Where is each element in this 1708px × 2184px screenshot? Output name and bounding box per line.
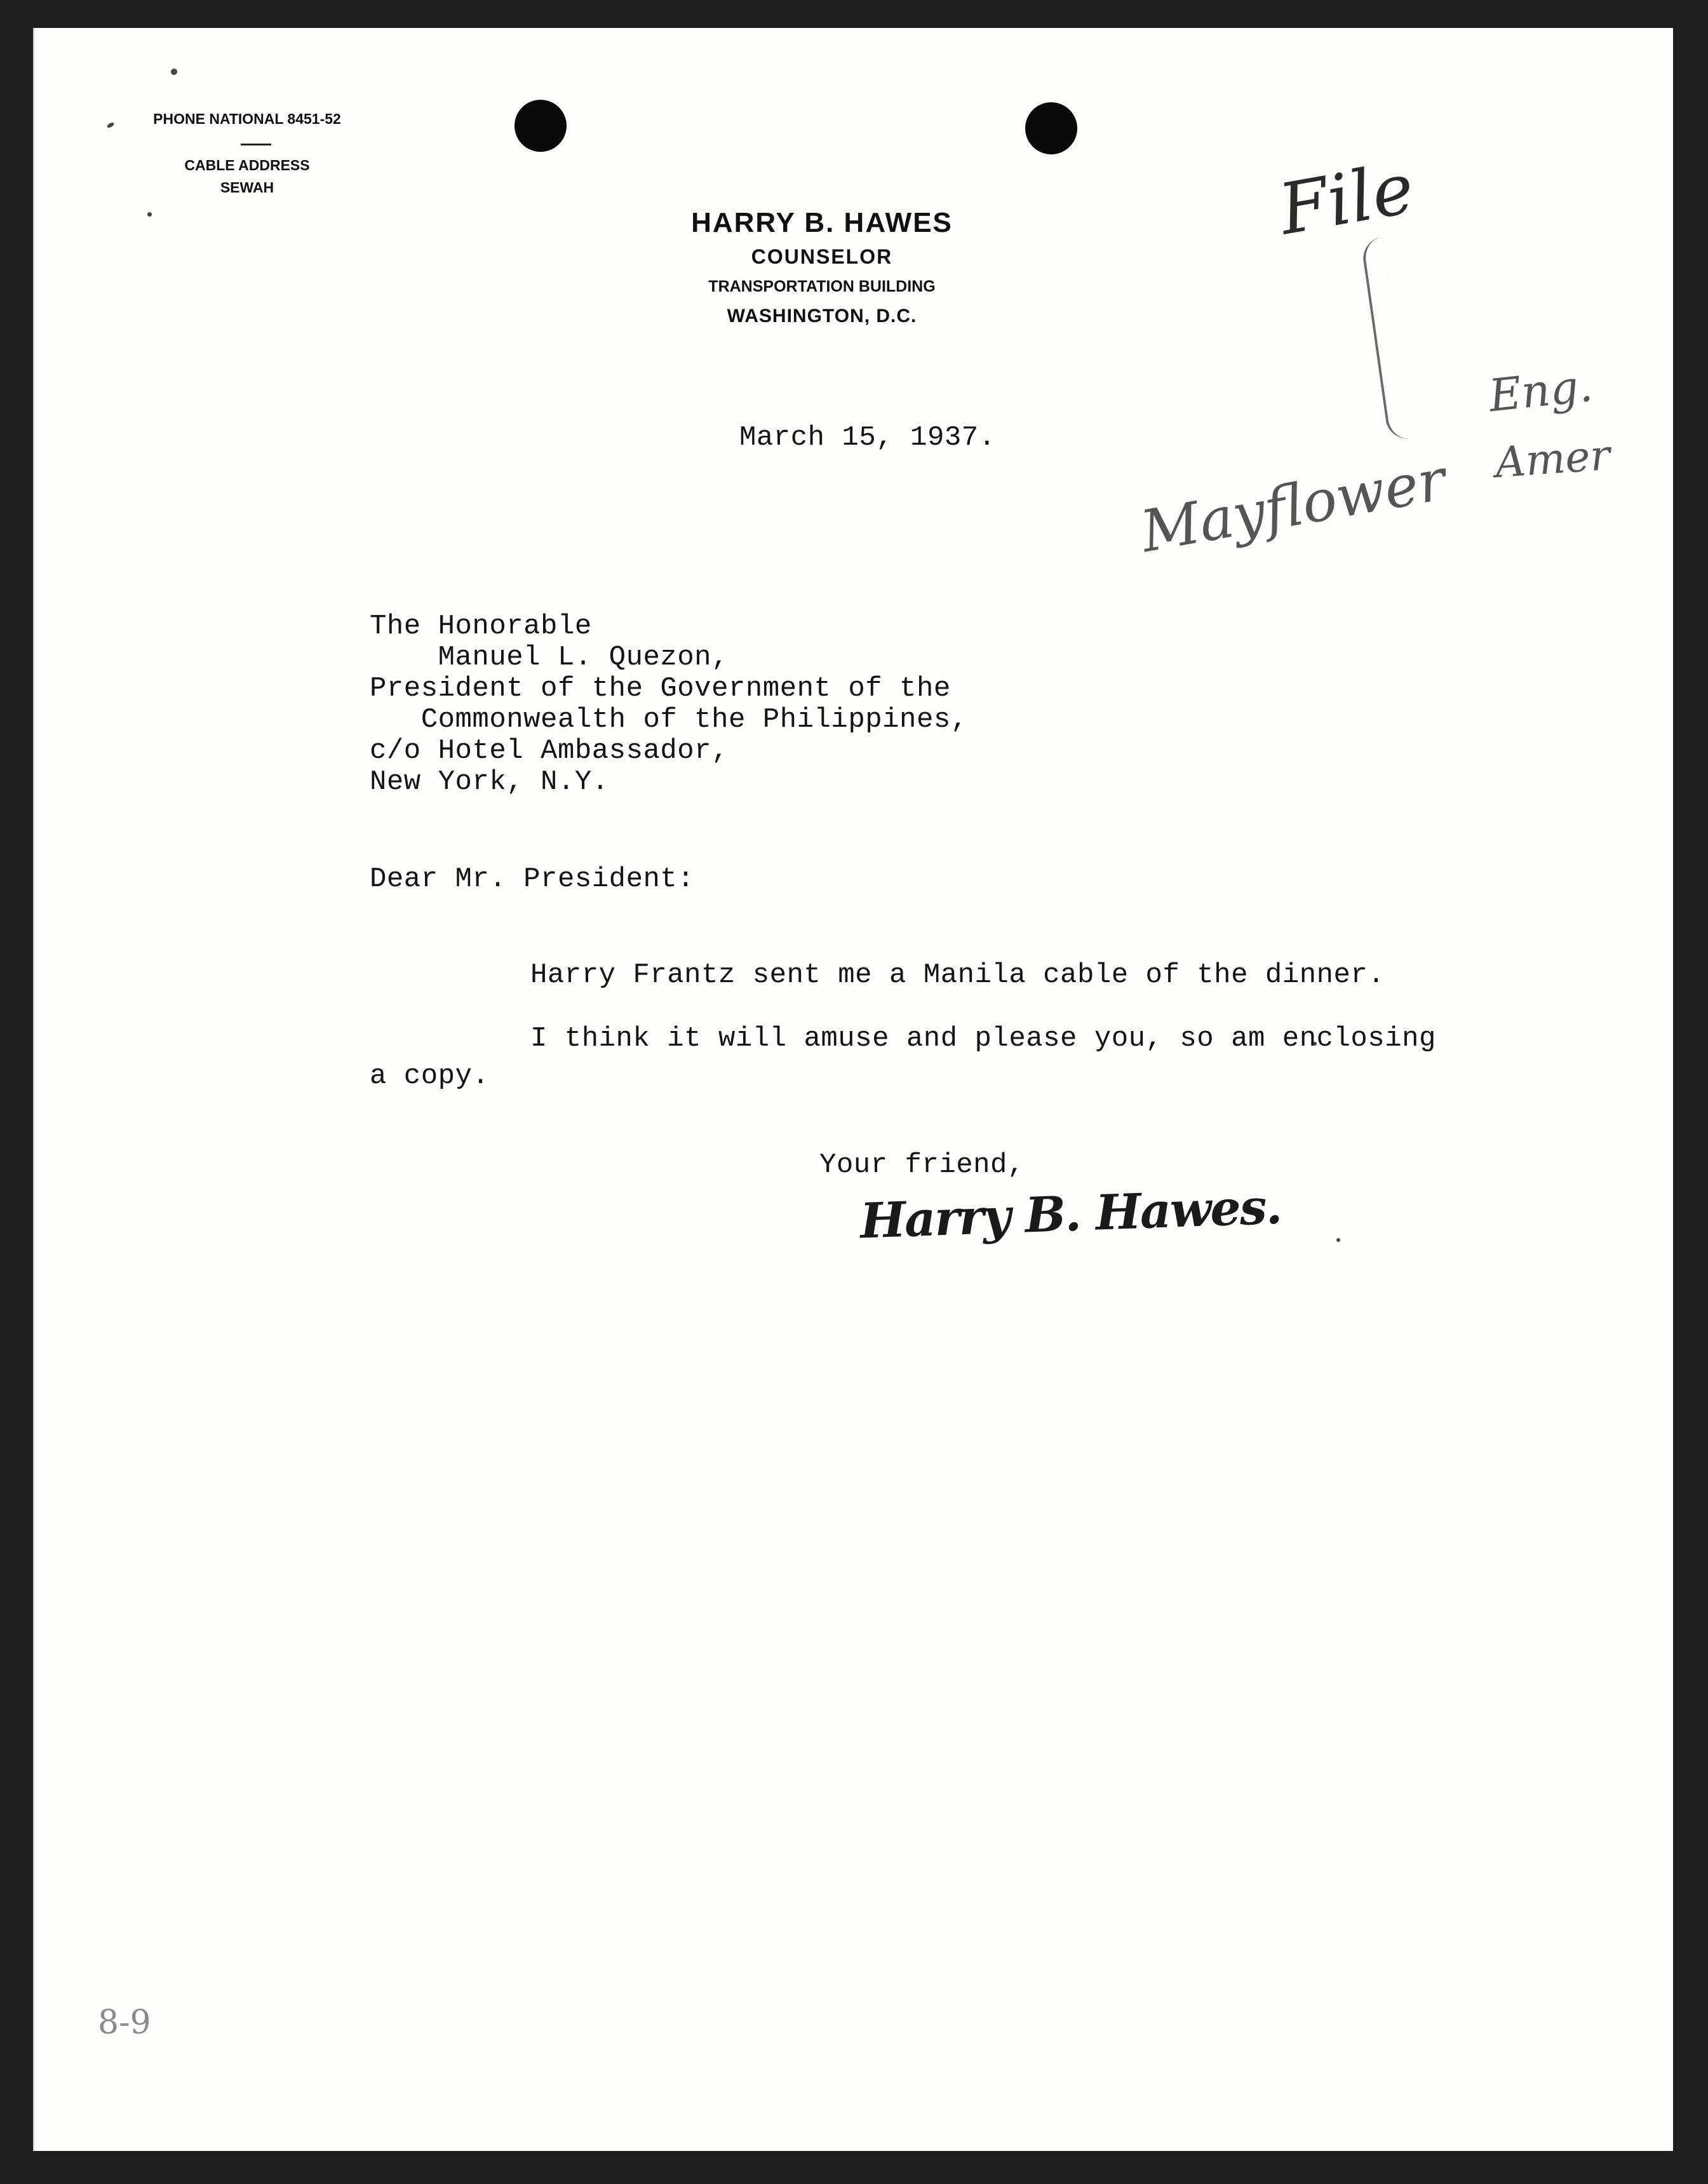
letterhead-divider [241, 144, 271, 145]
scanned-letter [33, 28, 1673, 2151]
letter-date: March 15, 1937. [739, 422, 996, 454]
annotation-amer: Amer [1493, 430, 1612, 488]
address-line: President of the Government of the [370, 673, 951, 704]
letterhead-building: TRANSPORTATION BUILDING [708, 278, 936, 295]
letterhead-name: HARRY B. HAWES [691, 207, 953, 238]
annotation-mayflower: Mayflower [1136, 446, 1451, 566]
body-paragraph-2-line-2: a copy. [370, 1060, 490, 1092]
letterhead-title: COUNSELOR [751, 245, 893, 268]
ink-speck [147, 212, 152, 217]
body-paragraph-2-line-1: I think it will amuse and please you, so am enclosing [530, 1023, 1436, 1055]
annotation-page-mark: 8-9 [98, 2004, 151, 2042]
address-line: The Honorable [370, 610, 592, 642]
annotation-bracket-stroke [1361, 237, 1410, 442]
salutation: Dear Mr. President: [370, 863, 695, 895]
letterhead-phone: PHONE NATIONAL 8451-52 [153, 111, 341, 127]
annotation-file: File [1273, 147, 1420, 251]
closing: Your friend, [819, 1149, 1025, 1181]
punch-hole-left [514, 100, 567, 152]
body-paragraph-1: Harry Frantz sent me a Manila cable of the dinner. [530, 959, 1385, 991]
address-line: Commonwealth of the Philippines, [370, 704, 968, 736]
letterhead-cable-label: CABLE ADDRESS [184, 157, 310, 173]
address-line: Manuel L. Quezon, [370, 642, 729, 673]
ink-speck [106, 121, 114, 128]
address-line: New York, N.Y. [370, 766, 609, 798]
ink-speck [171, 69, 177, 75]
ink-speck [1336, 1238, 1340, 1242]
letterhead-cable-code: SEWAH [220, 179, 274, 196]
annotation-eng: Eng. [1486, 359, 1596, 422]
letterhead-city: WASHINGTON, D.C. [727, 306, 917, 327]
punch-hole-right [1025, 102, 1077, 154]
handwritten-signature: Harry B. Hawes. [859, 1178, 1282, 1250]
address-line: c/o Hotel Ambassador, [370, 735, 729, 767]
